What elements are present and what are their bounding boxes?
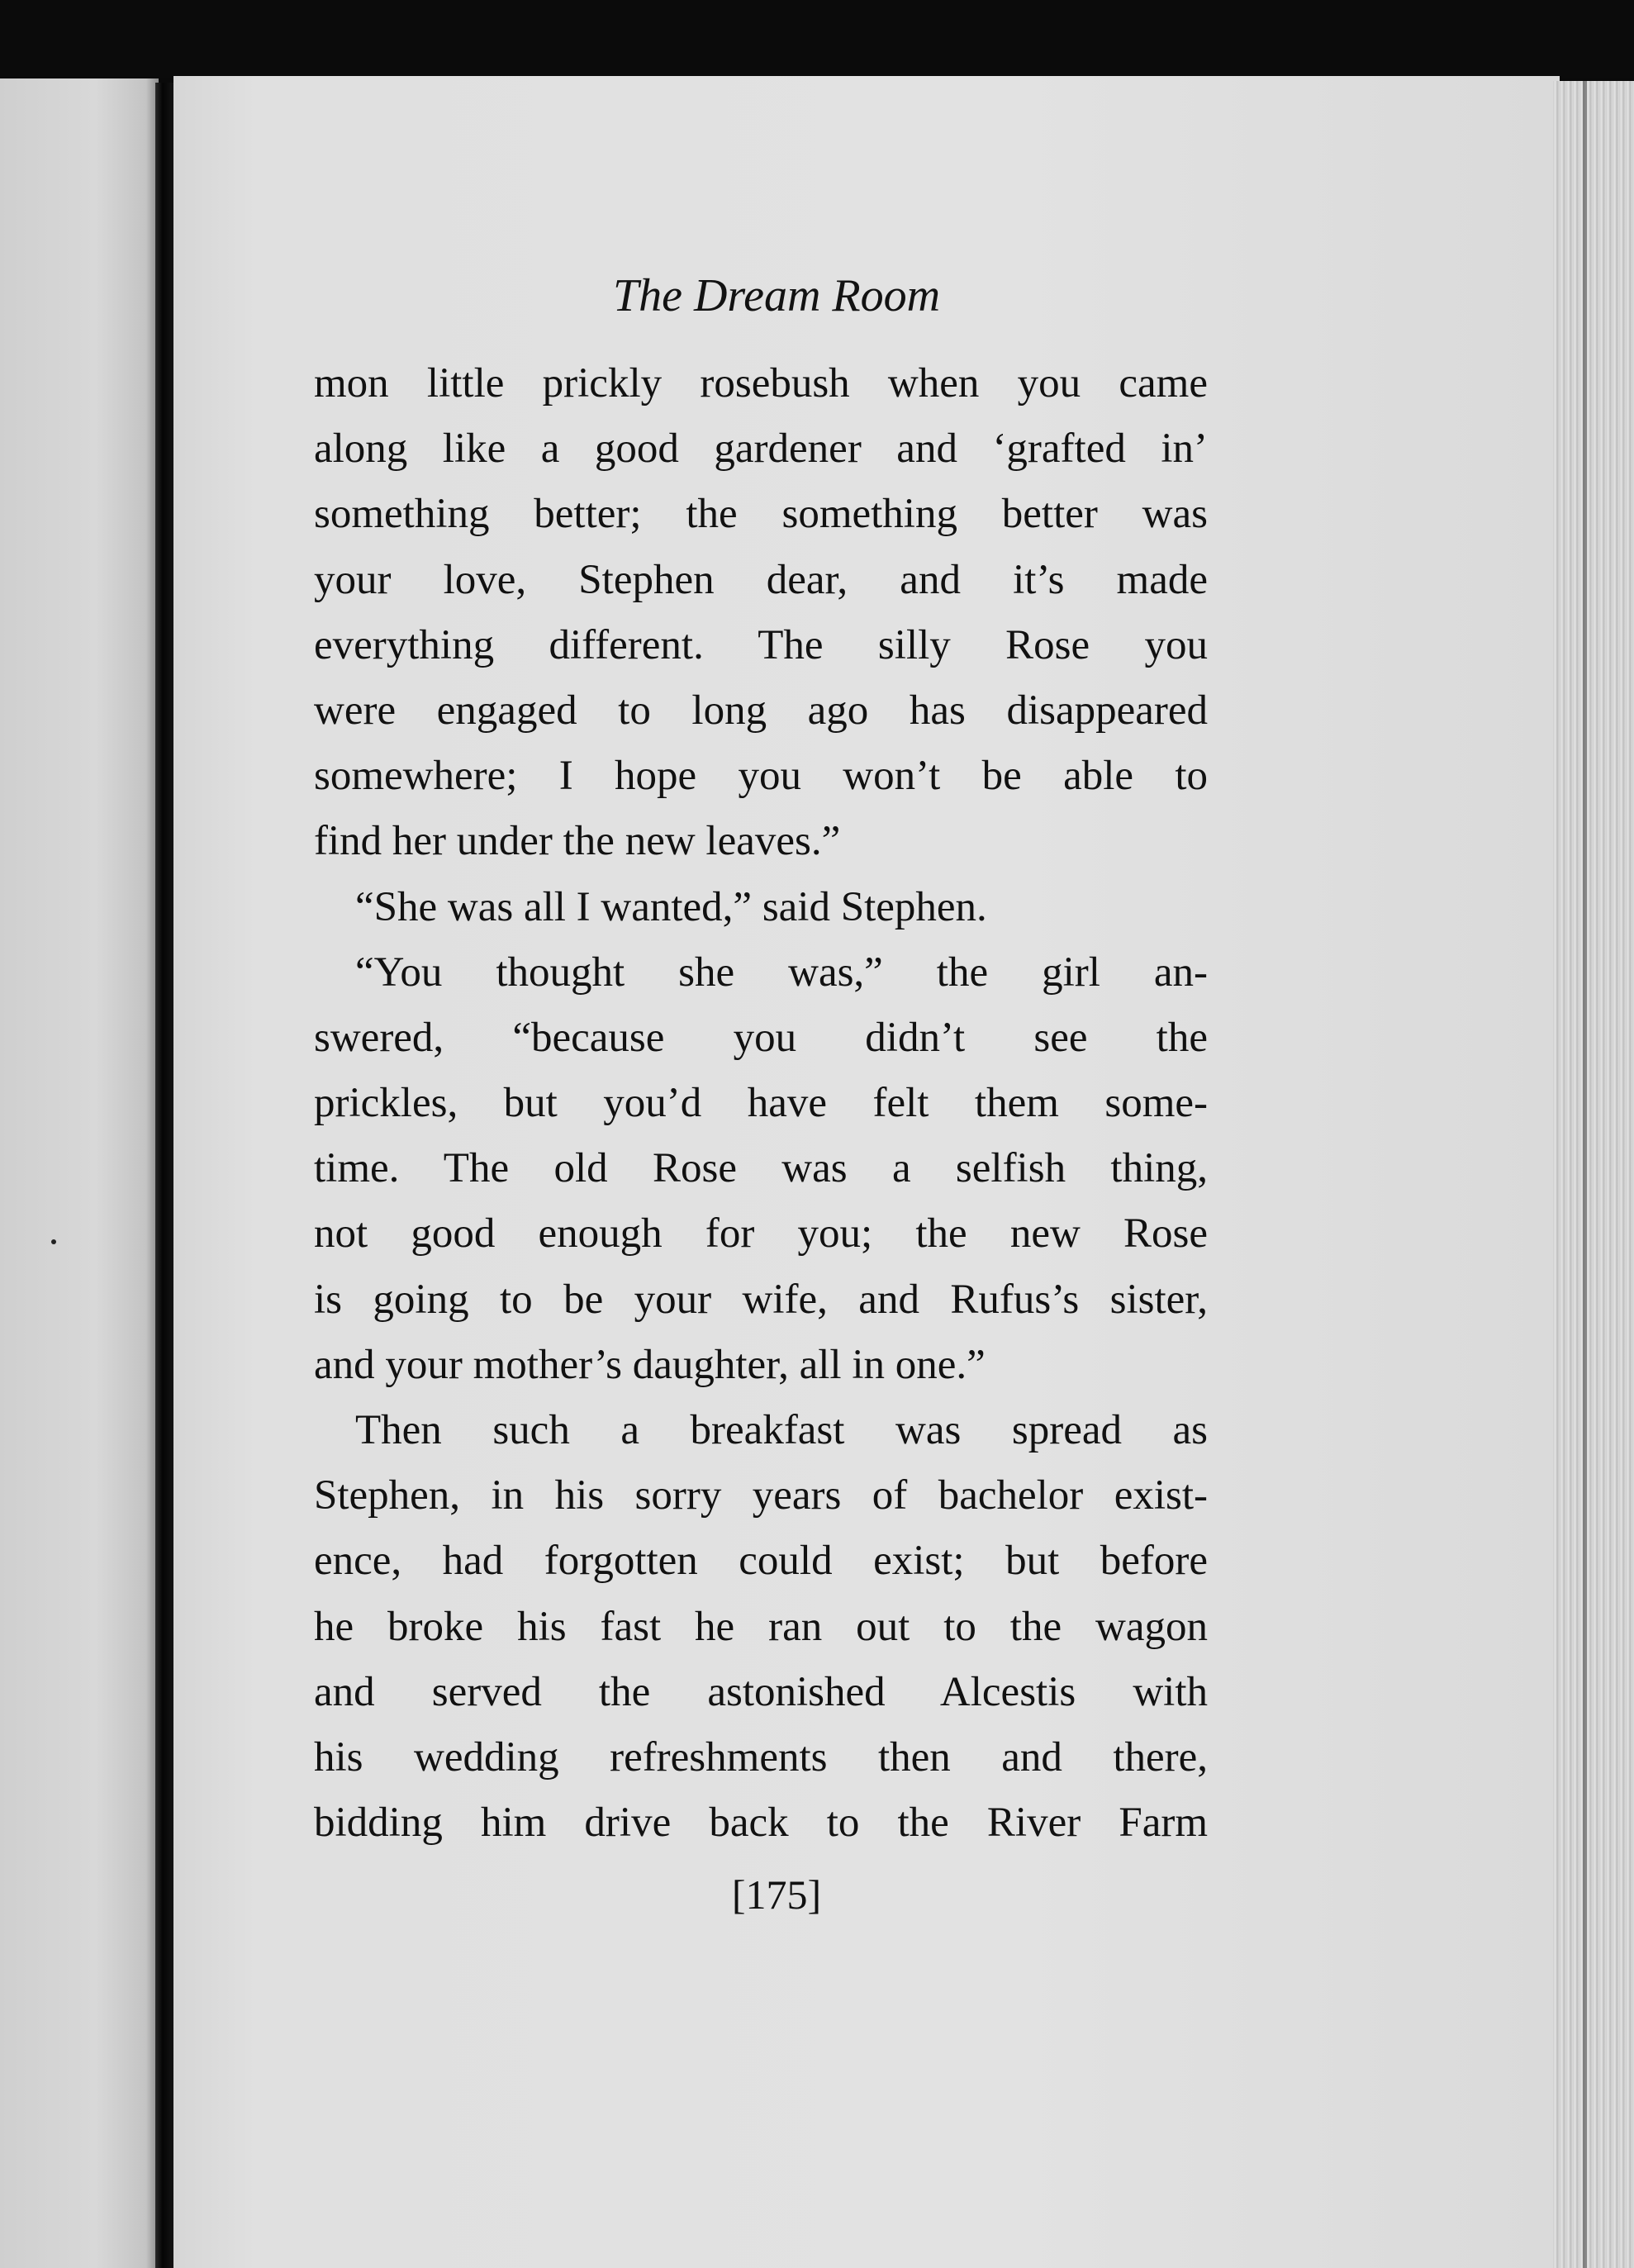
text-line: Then such a breakfast was spread as [355,1407,1208,1453]
text-line: mon little prickly rosebush when you came [314,360,1208,407]
page-stack-edge [1553,81,1634,2268]
text-line: time. The old Rose was a selfish thing, [314,1145,1208,1192]
text-line: bidding him drive back to the River Farm [314,1800,1208,1847]
running-head: The Dream Room [612,270,941,321]
text-line: your love, Stephen dear, and it’s made [314,556,1208,603]
text-line: his wedding refreshments then and there, [314,1733,1208,1781]
text-line: find her under the new leaves.” [314,818,841,865]
text-line: is going to be your wife, and Rufus’s sister, [314,1276,1208,1323]
page-number: [175] [731,1871,822,1918]
facing-page-edge [0,78,159,2268]
text-line: “She was all I wanted,” said Stephen. [355,883,987,930]
text-line: “You thought she was,” the girl an- [355,949,1208,996]
text-line: prickles, but you’d have felt them some- [314,1080,1208,1127]
text-line: somewhere; I hope you won’t be able to [314,753,1208,800]
text-line: along like a good gardener and ‘grafted in’ [314,426,1208,473]
text-line: ence, had forgotten could exist; but before [314,1538,1208,1585]
text-line: Stephen, in his sorry years of bachelor exist- [314,1472,1208,1519]
text-line: and served the astonished Alcestis with [314,1668,1208,1715]
text-line: and your mother’s daughter, all in one.” [314,1341,986,1388]
text-line: he broke his fast he ran out to the wagon [314,1603,1208,1650]
text-line: not good enough for you; the new Rose [314,1210,1208,1258]
text-line: were engaged to long ago has disappeared [314,687,1208,734]
text-line: swered, “because you didn’t see the [314,1014,1208,1061]
book-gutter [155,83,173,2268]
scan-speck [51,1239,56,1244]
scan-background-top [0,0,1634,78]
text-line: everything different. The silly Rose you [314,621,1208,668]
body-text [314,351,1208,1856]
text-line: something better; the something better was [314,491,1208,538]
